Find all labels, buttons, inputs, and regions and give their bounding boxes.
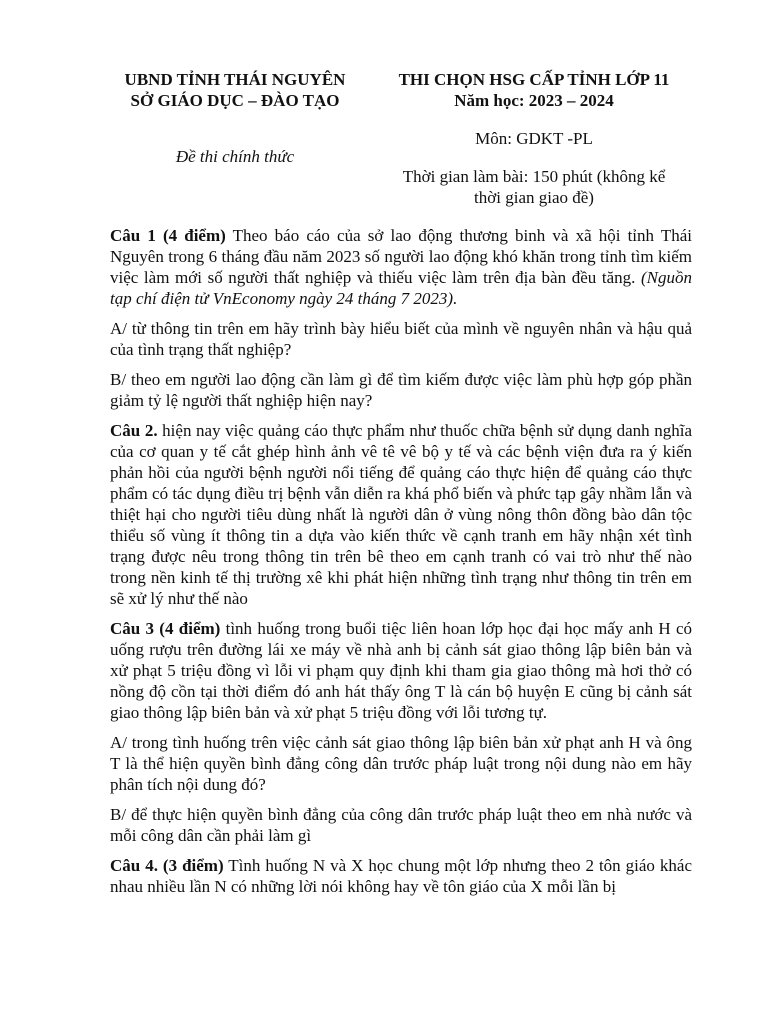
exam-info-block — [374, 69, 694, 208]
question-2-label: Câu 2. — [110, 421, 158, 440]
question-1-label: Câu 1 (4 điểm) — [110, 226, 226, 245]
question-3-part-b: B/ để thực hiện quyền bình đẳng của công dân trước pháp luật theo em nhà nước và mỗi công dân cần phải làm gì — [110, 805, 692, 845]
question-4 — [110, 855, 692, 897]
issuer-line-2: SỞ GIÁO DỤC – ĐÀO TẠO — [130, 91, 340, 110]
exam-body — [110, 225, 692, 897]
exam-title: THI CHỌN HSG CẤP TỈNH LỚP 11 — [398, 70, 670, 89]
question-1 — [110, 225, 692, 309]
question-1-part-a: A/ từ thông tin trên em hãy trình bày hiểu biết của mình về nguyên nhân và hậu quả của tình trạng thất nghiệp? — [110, 319, 692, 359]
subject-line: Môn: GDKT -PL — [475, 129, 593, 148]
question-1-part-b: B/ theo em người lao động cần làm gì để tìm kiếm được việc làm phù hợp góp phần giảm tỷ lệ người thất nghiệp hiện nay? — [110, 370, 692, 410]
time-line-2: thời gian giao đề) — [474, 188, 594, 207]
question-2 — [110, 420, 692, 609]
question-1-source: (Nguồn tạp chí điện tử VnEconomy ngày 24 tháng 7 2023). — [110, 268, 692, 308]
official-exam-label: Đề thi chính thức — [175, 147, 295, 166]
question-3-label: Câu 3 (4 điểm) — [110, 619, 221, 638]
exam-header — [110, 0, 692, 225]
question-3 — [110, 618, 692, 723]
time-line-1: Thời gian làm bài: 150 phút (không kể — [402, 167, 666, 186]
question-3-part-a: A/ trong tình huống trên việc cảnh sát giao thông lập biên bản xử phạt anh H và ông T là thể hiện quyền bình đẳng công dân trước pháp luật trong nội dung nào em hãy phân tích nội dung đó? — [110, 733, 692, 794]
question-4-text: Tình huống N và X học chung một lớp nhưng theo 2 tôn giáo khác nhau nhiều lần N có những lời nói không hay về tôn giáo của X mỗi lần bị — [110, 856, 692, 896]
issuer-line-1: UBND TỈNH THÁI NGUYÊN — [124, 70, 346, 89]
question-3-text: tình huống trong buổi tiệc liên hoan lớp học đại học mấy anh H có uống rượu trên đường lái xe máy về nhà anh bị cảnh sát giao thông lập biên bản và xử phạt 5 triệu đồng vì lỗi vi phạm quy định khi tham gia giao thông mà hơi thở có nồng độ cồn tại thời điểm đó anh hát thấy ông T là cán bộ huyện E cũng bị cảnh sát giao thông lập biên bản và xử phạt 5 triệu đồng với lỗi tương tự. — [110, 619, 692, 722]
question-2-text: hiện nay việc quảng cáo thực phẩm như thuốc chữa bệnh sử dụng danh nghĩa của cơ quan y tế cắt ghép hình ảnh vê tê vê bộ y tế và các bệnh viện đưa ra ý kiến phản hồi của người bệnh người nổi tiếng để quảng cáo thực hiện để quảng cáo thực phẩm có tác dụng điều trị bệnh vẫn diễn ra khá phổ biến và phức tạp gây nhầm lẫn và thiệt hại cho người tiêu dùng nhất là người dân ở vùng nông thôn đồng bào dân tộc thiểu số vùng ít thông tin a dựa vào kiến thức về cạnh tranh em hãy nhận xét tình trạng được nêu trong thông tin trên bê theo em cạnh tranh có vai trò như thế nào trong nền kinh tế thị trường xê khi phát hiện những tình trạng như thông tin trên em sẽ xử lý như thế nào — [110, 421, 692, 608]
issuer-block — [110, 69, 360, 111]
question-1-text: Theo báo cáo của sở lao động thương binh và xã hội tỉnh Thái Nguyên trong 6 tháng đầu năm 2023 số người lao động khó khăn trong tỉnh tìm kiếm việc làm mới số người thất nghiệp và thiếu việc làm trên địa bàn đều tăng. — [110, 226, 692, 287]
question-4-label: Câu 4. (3 điểm) — [110, 856, 224, 875]
school-year: Năm học: 2023 – 2024 — [454, 91, 614, 110]
